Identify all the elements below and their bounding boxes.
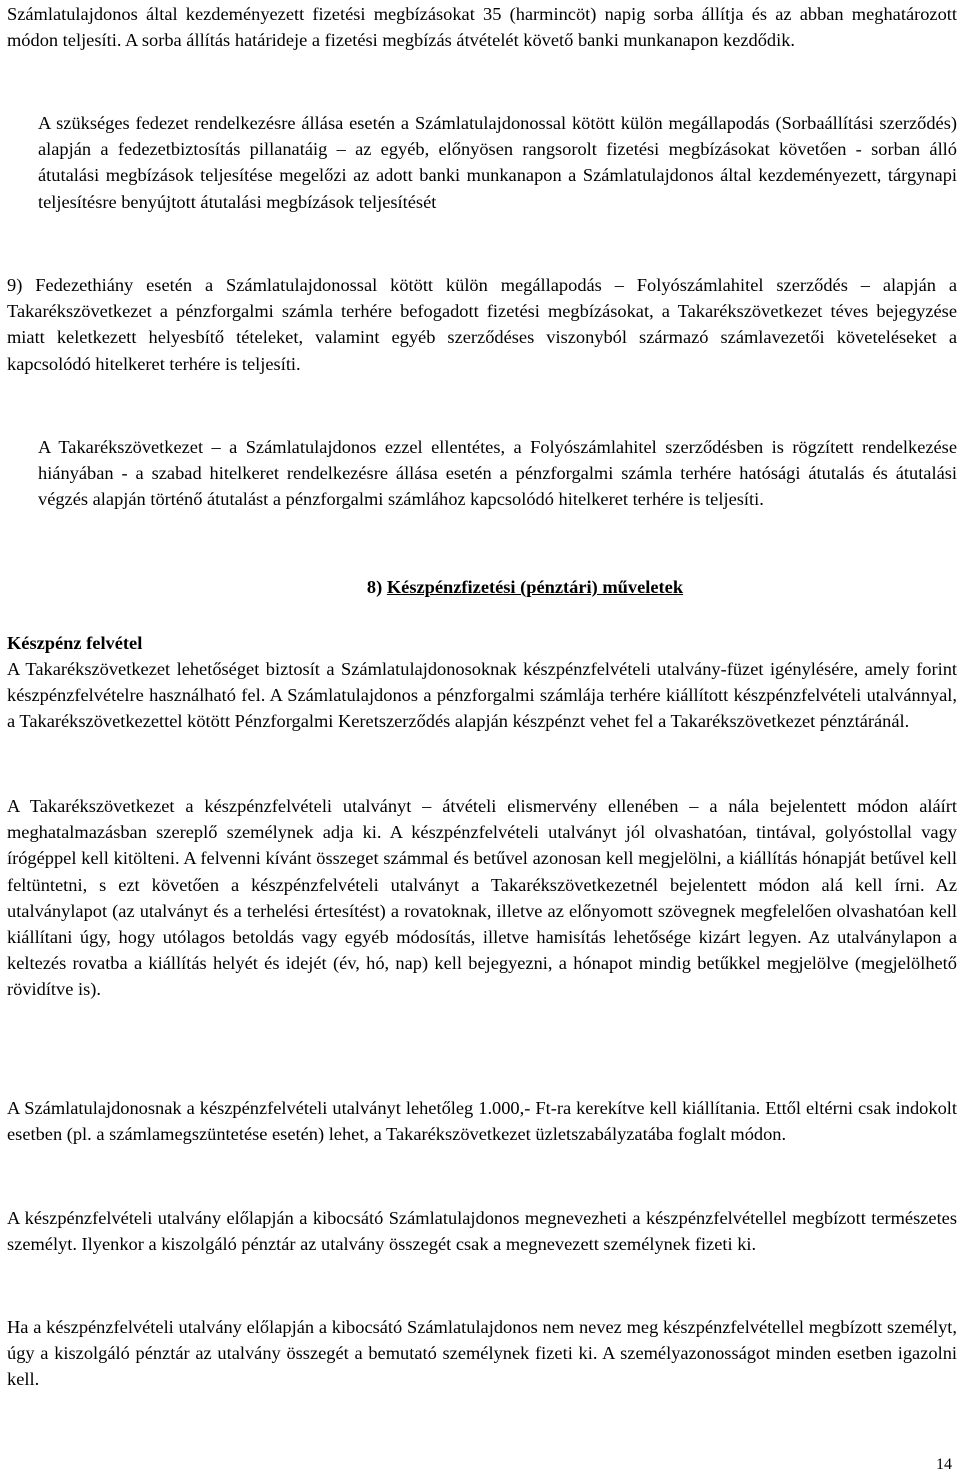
- paragraph-credit-line: A Takarékszövetkezet – a Számlatulajdonos ezzel ellentétes, a Folyószámlahitel szerződésben is rögzített rendelkezése hiányában - a szabad hitelkeret rendelkezésre állása esetén a pénzforgalmi számla terhére hatósági átutalás és átutalási végzés alapján történő átutalást a pénzforgalmi számlához kapcsolódó hitelkeret terhére is teljesíti.: [38, 437, 957, 510]
- paragraph-coverage: A szükséges fedezet rendelkezésre állása esetén a Számlatulajdonossal kötött külön megállapodás (Sorbaállítási szerződés) alapján a fedezetbiztosítás pillanatáig – az egyéb, előnyösen rangsorolt fizetési megbízásokat követően - sorban álló átutalási megbízások teljesítése megelőzi az adott banki munkanapon a Számlatulajdonos által kezdeményezett, tárgynapi teljesítésre benyújtott átutalási megbízások teljesítését: [38, 113, 957, 212]
- paragraph-voucher-booklet: A Takarékszövetkezet lehetőséget biztosít a Számlatulajdonosoknak készpénzfelvételi utalvány-füzet igénylésére, amely forint készpénzfelvételre használható fel. A Számlatulajdonos a pénzforgalmi számlája terhére kiállított készpénzfelvételi utalvánnyal, a Takarékszövetkezettel kötött Pénzforgalmi Keretszerződés alapján készpénzt vehet fel a Takarékszövetkezet pénztáránál.: [7, 659, 957, 732]
- paragraph-item-9: 9) Fedezethiány esetén a Számlatulajdonossal kötött külön megállapodás – Folyószámlahitel szerződés – alapján a Takarékszövetkezet a pénzforgalmi számla terhére befogadott fizetési megbízásokat, a Takarékszövetkezet téves bejegyzése miatt keletkezett helyesbítő tételeket, valamint egyéb szerződéses viszonyból származó számlavezetői követeléseket a kapcsolódó hitelkeret terhére is teljesíti.: [7, 275, 957, 374]
- paragraph-voucher-fill: A Takarékszövetkezet a készpénzfelvételi utalványt – átvételi elismervény ellenében – a nála bejelentett módon aláírt meghatalmazásban szereplő személynek adja ki. A készpénzfelvételi utalványt jól olvashatóan, tintával, golyóstollal vagy írógéppel kell kitölteni. A felvenni kívánt összeget számmal és betűvel azonosan kell megjelölni, a kiállítás hónapját betűvel kell feltüntetni, s ezt követően a készpénzfelvételi utalványt a Takarékszövetkezetnél bejelentett módon alá kell írni. Az utalványlapot (az utalványt és a terhelési értesítést) a rovatoknak, illetve az előnyomott szövegnek megfelelően olvashatóan kell kiállítani úgy, hogy utólagos betoldás vagy egyéb módosítás, illetve hamisítás lehetősége kizárt legyen. Az utalványlapon a keltezés rovatba a kiállítás helyét és idejét (év, hó, nap) kell bejegyezni, a hónapot mindig betűkkel megjelölve (megjelölhető rövidítve is).: [7, 796, 957, 1000]
- section-title: Készpénzfizetési (pénztári) műveletek: [386, 577, 684, 597]
- section-heading: [0, 574, 960, 600]
- section-number: 8): [366, 577, 383, 597]
- paragraph-rounding: A Számlatulajdonosnak a készpénzfelvételi utalványt lehetőleg 1.000,- Ft-ra kerekítve kell kiállítania. Ettől eltérni csak indokolt esetben (pl. a számlamegszüntetése esetén) lehet, a Takarékszövetkezet üzletszabályzatába foglalt módon.: [7, 1098, 957, 1145]
- paragraph-bearer: Ha a készpénzfelvételi utalvány előlapján a kibocsátó Számlatulajdonos nem nevez meg készpénzfelvétellel megbízott személyt, úgy a kiszolgáló pénztár az utalvány összegét a bemutató személynek fizeti ki. A személyazonosságot minden esetben igazolni kell.: [7, 1317, 957, 1390]
- paragraph-queue-intro: Számlatulajdonos által kezdeményezett fizetési megbízásokat 35 (harmincöt) napig sorba állítja és az abban meghatározott módon teljesíti. A sorba állítás határideje a fizetési megbízás átvételét követő banki munkanapon kezdődik.: [7, 4, 957, 51]
- subheading-cash-withdrawal: Készpénz felvétel: [7, 633, 143, 653]
- page-number: 14: [936, 1456, 952, 1473]
- paragraph-named-person: A készpénzfelvételi utalvány előlapján a kibocsátó Számlatulajdonos megnevezheti a készpénzfelvétellel megbízott természetes személyt. Ilyenkor a kiszolgáló pénztár az utalvány összegét csak a megnevezett személynek fizeti ki.: [7, 1208, 957, 1255]
